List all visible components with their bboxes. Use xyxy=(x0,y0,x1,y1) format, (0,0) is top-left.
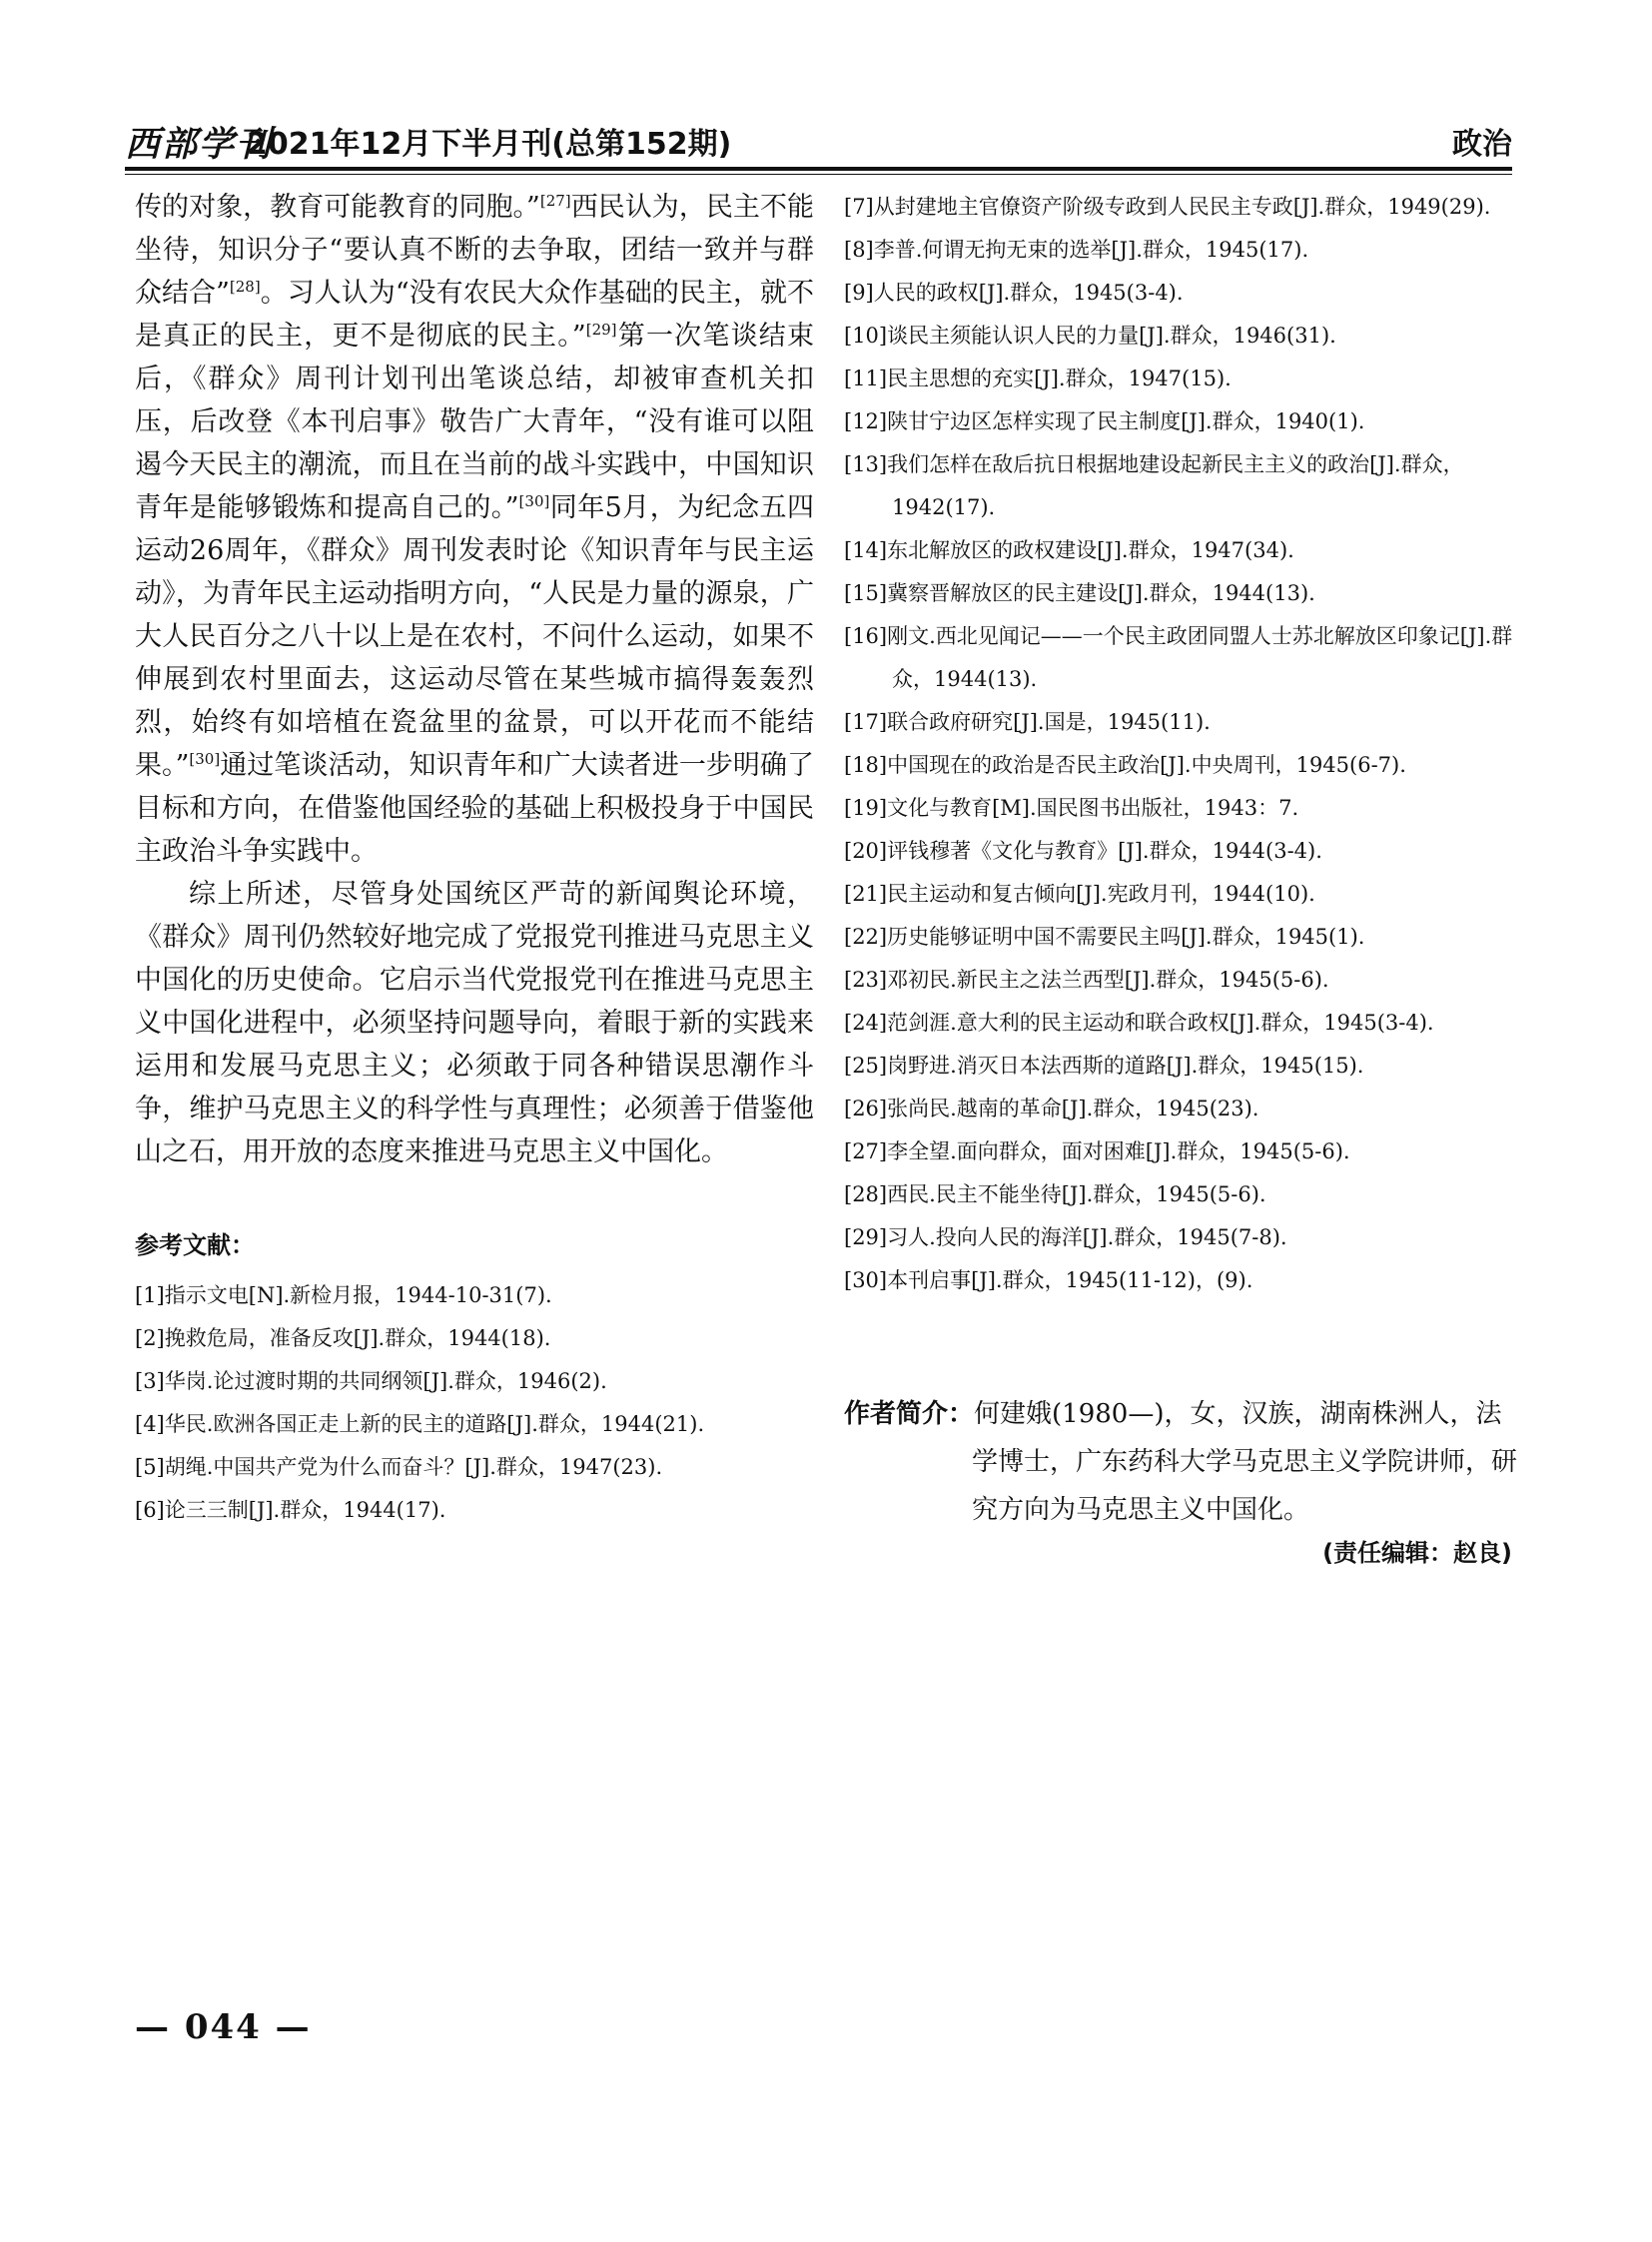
page-header xyxy=(125,105,1512,167)
citation-marker[interactable]: [27] xyxy=(539,192,571,210)
reference-item: [24]范剑涯.意大利的民主运动和联合政权[J].群众，1945(3-4). xyxy=(844,1011,1434,1035)
reference-item: [27]李全望.面向群众，面对困难[J].群众，1945(5-6). xyxy=(844,1139,1350,1163)
reference-item: [1]指示文电[N].新检月报，1944-10-31(7). xyxy=(135,1283,552,1307)
reference-item: [21]民主运动和复古倾向[J].宪政月刊，1944(10). xyxy=(844,882,1315,906)
reference-item: [29]习人.投向人民的海洋[J].群众，1945(7-8). xyxy=(844,1225,1287,1249)
reference-item: [13]我们怎样在敌后抗日根据地建设起新民主主义的政治[J].群众，1942(17). xyxy=(844,452,1464,519)
reference-item: [19]文化与教育[M].国民图书出版社，1943：7. xyxy=(844,796,1299,820)
issue-info: 2021年12月下半月刊(总第152期) xyxy=(247,127,732,162)
reference-item: [23]邓初民.新民主之法兰西型[J].群众，1945(5-6). xyxy=(844,968,1329,992)
reference-item: [28]西民.民主不能坐待[J].群众，1945(5-6). xyxy=(844,1182,1266,1206)
reference-item: [18]中国现在的政治是否民主政治[J].中央周刊，1945(6-7). xyxy=(844,753,1406,777)
reference-item: [11]民主思想的充实[J].群众，1947(15). xyxy=(844,367,1232,390)
responsible-editor: (责任编辑：赵良) xyxy=(1322,1539,1512,1567)
reference-item: [8]李普.何谓无拘无束的选举[J].群众，1945(17). xyxy=(844,238,1309,262)
right-column xyxy=(844,186,1523,1302)
body-paragraph: 传的对象，教育可能教育的同胞。”[27]西民认为，民主不能坐待，知识分子“要认真不断的去争取，团结一致并与群众结合”[28]。习人认为“没有农民大众作基础的民主，就不是真正的民主，更不是彻底的民主。”[29]第一次笔谈结束后，《群众》周刊计划刊出笔谈总结，却被审查机关扣压，后改登《本刊启事》敬告广大青年，“没有谁可以阻遏今天民主的潮流，而且在当前的战斗实践中，中国知识青年是能够锻炼和提高自己的。”[30]同年5月，为纪念五四运动26周年，《群众》周刊发表时论《知识青年与民主运动》，为青年民主运动指明方向，“人民是力量的源泉，广大人民百分之八十以上是在农村，不问什么运动，如果不伸展到农村里面去，这运动尽管在某些城市搞得轰轰烈烈，始终有如培植在瓷盆里的盆景，可以开花而不能结果。”[30]通过笔谈活动，知识青年和广大读者进一步明确了目标和方向，在借鉴他国经验的基础上积极投身于中国民主政治斗争实践中。 xyxy=(135,192,815,867)
reference-item: [17]联合政府研究[J].国是，1945(11). xyxy=(844,710,1211,734)
reference-item: [7]从封建地主官僚资产阶级专政到人民民主专政[J].群众，1949(29). xyxy=(844,195,1491,219)
reference-item: [26]张尚民.越南的革命[J].群众，1945(23). xyxy=(844,1097,1259,1121)
citation-marker[interactable]: [29] xyxy=(585,321,617,339)
section-title: 政治 xyxy=(1452,127,1512,162)
reference-item: [20]评钱穆著《文化与教育》[J].群众，1944(3-4). xyxy=(844,839,1322,863)
reference-item: [16]刚文.西北见闻记——一个民主政团同盟人士苏北解放区印象记[J].群众，1944(13). xyxy=(844,624,1513,691)
reference-item: [4]华民.欧洲各国正走上新的民主的道路[J].群众，1944(21). xyxy=(135,1412,705,1436)
reference-item: [2]挽救危局，准备反攻[J].群众，1944(18). xyxy=(135,1326,551,1350)
reference-item: [30]本刊启事[J].群众，1945(11-12)，(9). xyxy=(844,1268,1253,1292)
reference-item: [5]胡绳.中国共产党为什么而奋斗？[J].群众，1947(23). xyxy=(135,1455,663,1479)
header-rule-thin xyxy=(125,174,1512,175)
reference-item: [12]陕甘宁边区怎样实现了民主制度[J].群众，1940(1). xyxy=(844,409,1365,433)
reference-item: [6]论三三制[J].群众，1944(17). xyxy=(135,1498,446,1522)
conclusion-paragraph: 综上所述，尽管身处国统区严苛的新闻舆论环境，《群众》周刊仍然较好地完成了党报党刊推进马克思主义中国化的历史使命。它启示当代党报党刊在推进马克思主义中国化进程中，必须坚持问题导向，着眼于新的实践来运用和发展马克思主义；必须敢于同各种错误思潮作斗争，维护马克思主义的科学性与真理性；必须善于借鉴他山之石，用开放的态度来推进马克思主义中国化。 xyxy=(135,879,814,1167)
reference-item: [15]冀察晋解放区的民主建设[J].群众，1944(13). xyxy=(844,581,1315,605)
page-number: — 044 — xyxy=(135,2007,312,2047)
journal-logo: 西部学刊 xyxy=(125,124,274,165)
reference-item: [3]华岗.论过渡时期的共同纲领[J].群众，1946(2). xyxy=(135,1369,607,1393)
left-column xyxy=(135,186,814,1532)
author-bio-label: 作者简介： xyxy=(844,1399,975,1429)
citation-marker[interactable]: [28] xyxy=(229,278,261,296)
reference-item: [10]谈民主须能认识人民的力量[J].群众，1946(31). xyxy=(844,324,1336,348)
header-rule xyxy=(125,167,1512,171)
reference-item: [14]东北解放区的政权建设[J].群众，1947(34). xyxy=(844,538,1294,562)
references-heading: 参考文献： xyxy=(135,1231,255,1259)
citation-marker[interactable]: [30] xyxy=(518,492,550,510)
citation-marker[interactable]: [30] xyxy=(189,750,221,768)
author-bio xyxy=(844,1390,1523,1534)
reference-item: [22]历史能够证明中国不需要民主吗[J].群众，1945(1). xyxy=(844,925,1365,949)
reference-item: [25]岗野进.消灭日本法西斯的道路[J].群众，1945(15). xyxy=(844,1054,1364,1078)
reference-item: [9]人民的政权[J].群众，1945(3-4). xyxy=(844,281,1184,305)
author-bio-text: 何建娥(1980—)，女，汉族，湖南株洲人，法学博士，广东药科大学马克思主义学院讲师，研究方向为马克思主义中国化。 xyxy=(972,1399,1518,1525)
